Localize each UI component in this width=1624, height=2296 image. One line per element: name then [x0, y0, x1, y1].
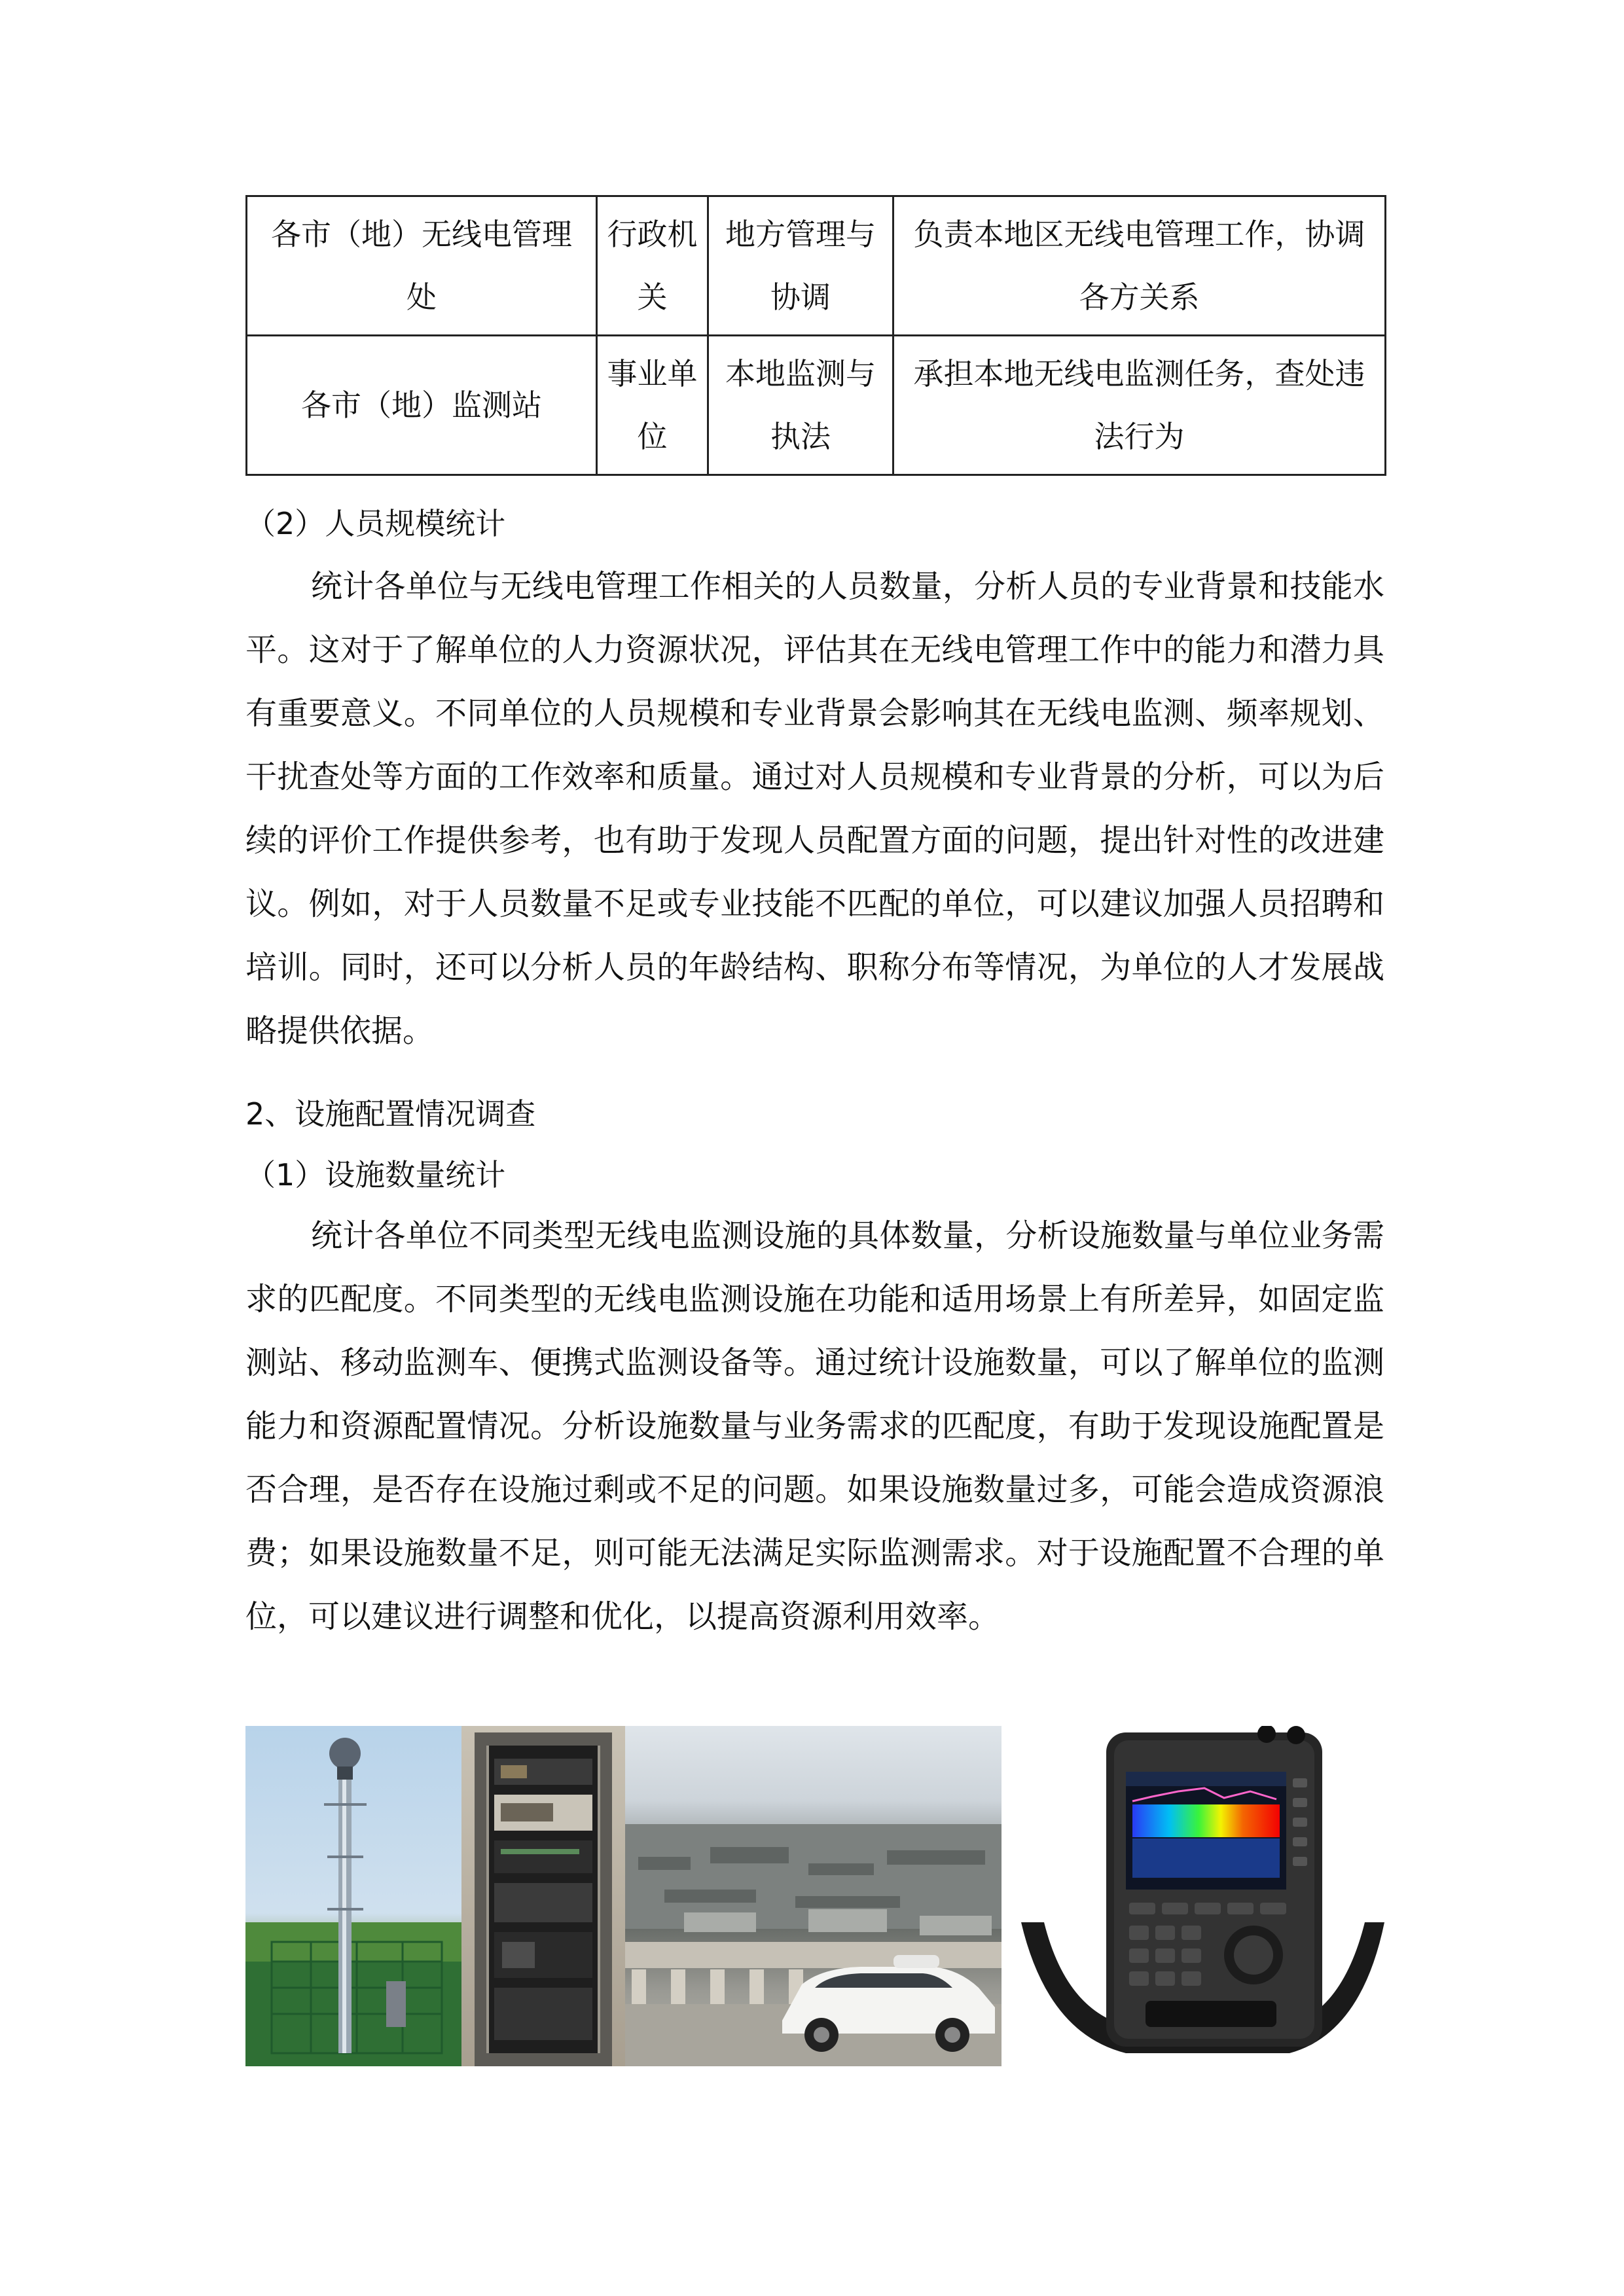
role-cell: 本地监测与执法	[708, 336, 893, 475]
subheading-facility-count: （1）设施数量统计	[245, 1157, 506, 1193]
monitoring-tower-photo	[245, 1726, 461, 2066]
facility-paragraph: 统计各单位不同类型无线电监测设施的具体数量，分析设施数量与单位业务需求的匹配度。不同类型的无线电监测设施在功能和适用场景上有所差异，如固定监测站、移动监测车、便携式监测设备等。通过统计设施数量，可以了解单位的监测能力和资源配置情况。分析设施数量与业务需求的匹配度，有助于发现设施配置是否合理，是否存在设施过剩或不足的问题。如果设施数量过多，可能会造成资源浪费；如果设施数量不足，则可能无法满足实际监测需求。对于设施配置不合理的单位，可以建议进行调整和优化，以提高资源利用效率。	[245, 1217, 1384, 1635]
duty-cell: 承担本地无线电监测任务，查处违法行为	[893, 336, 1386, 475]
section-heading-staff: （2）人员规模统计	[245, 506, 506, 541]
monitoring-vehicle-photo	[625, 1726, 1001, 2066]
duty-cell: 负责本地区无线电管理工作，协调各方关系	[893, 196, 1386, 336]
unit-cell: 各市（地）监测站	[247, 336, 597, 475]
table-row	[247, 196, 1386, 336]
organization-table	[245, 195, 1386, 476]
role-cell: 地方管理与协调	[708, 196, 893, 336]
section-heading-facilities: 2、设施配置情况调查	[245, 1096, 536, 1132]
portable-analyzer-photo	[1008, 1726, 1394, 2066]
equipment-cabinet-photo	[461, 1726, 625, 2066]
table-row	[247, 336, 1386, 475]
nature-cell: 事业单位	[597, 336, 708, 475]
unit-cell: 各市（地）无线电管理处	[247, 196, 597, 336]
nature-cell: 行政机关	[597, 196, 708, 336]
staff-paragraph: 统计各单位与无线电管理工作相关的人员数量，分析人员的专业背景和技能水平。这对于了解单位的人力资源状况，评估其在无线电管理工作中的能力和潜力具有重要意义。不同单位的人员规模和专业背景会影响其在无线电监测、频率规划、干扰查处等方面的工作效率和质量。通过对人员规模和专业背景的分析，可以为后续的评价工作提供参考，也有助于发现人员配置方面的问题，提出针对性的改进建议。例如，对于人员数量不足或专业技能不匹配的单位，可以建议加强人员招聘和培训。同时，还可以分析人员的年龄结构、职称分布等情况，为单位的人才发展战略提供依据。	[245, 568, 1384, 1049]
